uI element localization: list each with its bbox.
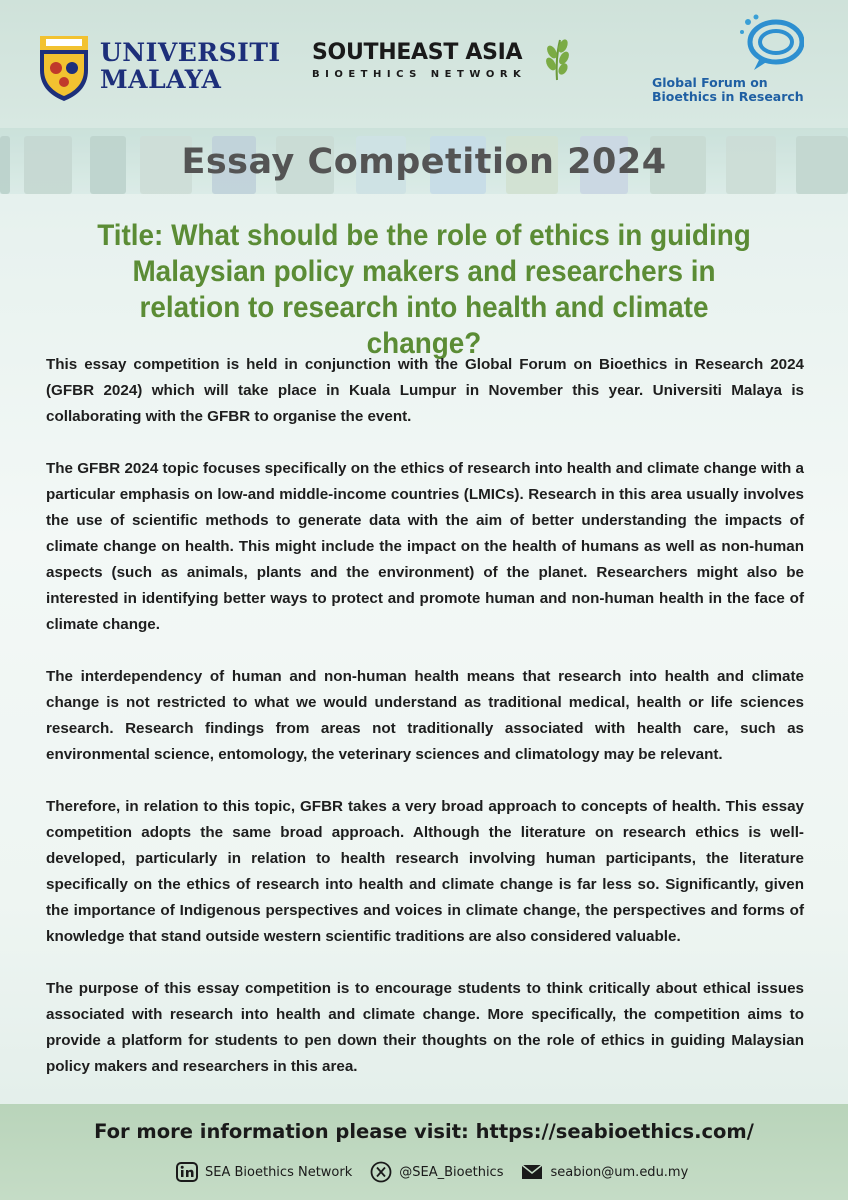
um-logo-line1: UNIVERSITI xyxy=(100,38,281,67)
paragraph: The purpose of this essay competition is to encourage students to think critically about ethical issues associated with research into health and climate change. More specifically, the competition aims to provide a platform for students to pen down their thoughts on the role of ethics in guiding Malaysian policy makers and researchers in this area. xyxy=(46,980,804,1075)
paragraph: Therefore, in relation to this topic, GFBR takes a very broad approach to concepts of health. This essay competition adopts the same broad approach. Although the literature on research ethics is well-developed, particularly in relation to health research involving human participants, the literature specifically on the ethics of research into health and climate change is far less so. Significantly, given the importance of Indigenous perspectives and voices in climate change, the perspectives and forms of knowledge that stand outside western scientific traditions are also considered valuable. xyxy=(46,798,804,945)
gfbr-logo xyxy=(650,12,820,102)
paragraph: The GFBR 2024 topic focuses specifically on the ethics of research into health and climate change with a particular emphasis on low-and middle-income countries (LMICs). Research in this area usually involves the use of scientific methods to generate data with the aim of better understanding the impacts of climate change on health. This might include the impact on the health of humans as well as non-human aspects (such as animals, plants and the environment) of the planet. Researchers might also be interested in identifying better ways to protect and promote human and non-human health in the face of climate change. xyxy=(46,460,804,633)
universiti-malaya-logo xyxy=(38,30,281,102)
gfbr-logo-line2: Bioethics in Research xyxy=(652,89,804,104)
body-text xyxy=(46,352,804,1080)
more-info-link[interactable]: For more information please visit: https://seabioethics.com/ xyxy=(94,1120,754,1143)
gfbr-logo-line1: Global Forum on xyxy=(652,75,768,90)
linkedin-icon xyxy=(176,1162,198,1182)
social-links xyxy=(176,1161,706,1183)
x-label: @SEA_Bioethics xyxy=(399,1164,504,1180)
linkedin-label: SEA Bioethics Network xyxy=(205,1164,353,1180)
sea-bioethics-network-logo xyxy=(312,40,572,82)
wheat-leaf-icon xyxy=(540,36,574,82)
social-linkedin[interactable] xyxy=(176,1162,352,1182)
footer xyxy=(0,1104,848,1200)
paragraph: The interdependency of human and non-human health means that research into health and climate change is not restricted to what we would understand as traditional medical, health or life sciences research. Research findings from areas not traditionally associated with health care, such as environmental science, entomology, the veterinary sciences and climatology may be relevant. xyxy=(46,668,804,763)
main-title: Essay Competition 2024 xyxy=(181,142,667,182)
x-icon xyxy=(370,1161,392,1183)
email-label: seabion@um.edu.my xyxy=(550,1164,689,1180)
sea-logo-line1: SOUTHEAST ASIA xyxy=(312,40,523,65)
um-logo-line2: MALAYA xyxy=(100,65,222,94)
essay-title: Title: What should be the role of ethics in guiding Malaysian policy makers and researchers in relation to research into health and climate change? xyxy=(97,219,751,360)
gfbr-speech-rings-icon xyxy=(738,12,804,72)
social-email[interactable] xyxy=(521,1164,688,1180)
um-crest-icon xyxy=(38,30,90,102)
social-x[interactable] xyxy=(370,1161,503,1183)
paragraph: This essay competition is held in conjunction with the Global Forum on Bioethics in Research 2024 (GFBR 2024) which will take place in Kuala Lumpur in November this year. Universiti Malaya is collaborating with the GFBR to organise the event. xyxy=(46,356,804,425)
sea-logo-line2: BIOETHICS NETWORK xyxy=(312,69,527,80)
header xyxy=(0,0,848,128)
mail-icon xyxy=(521,1164,543,1180)
